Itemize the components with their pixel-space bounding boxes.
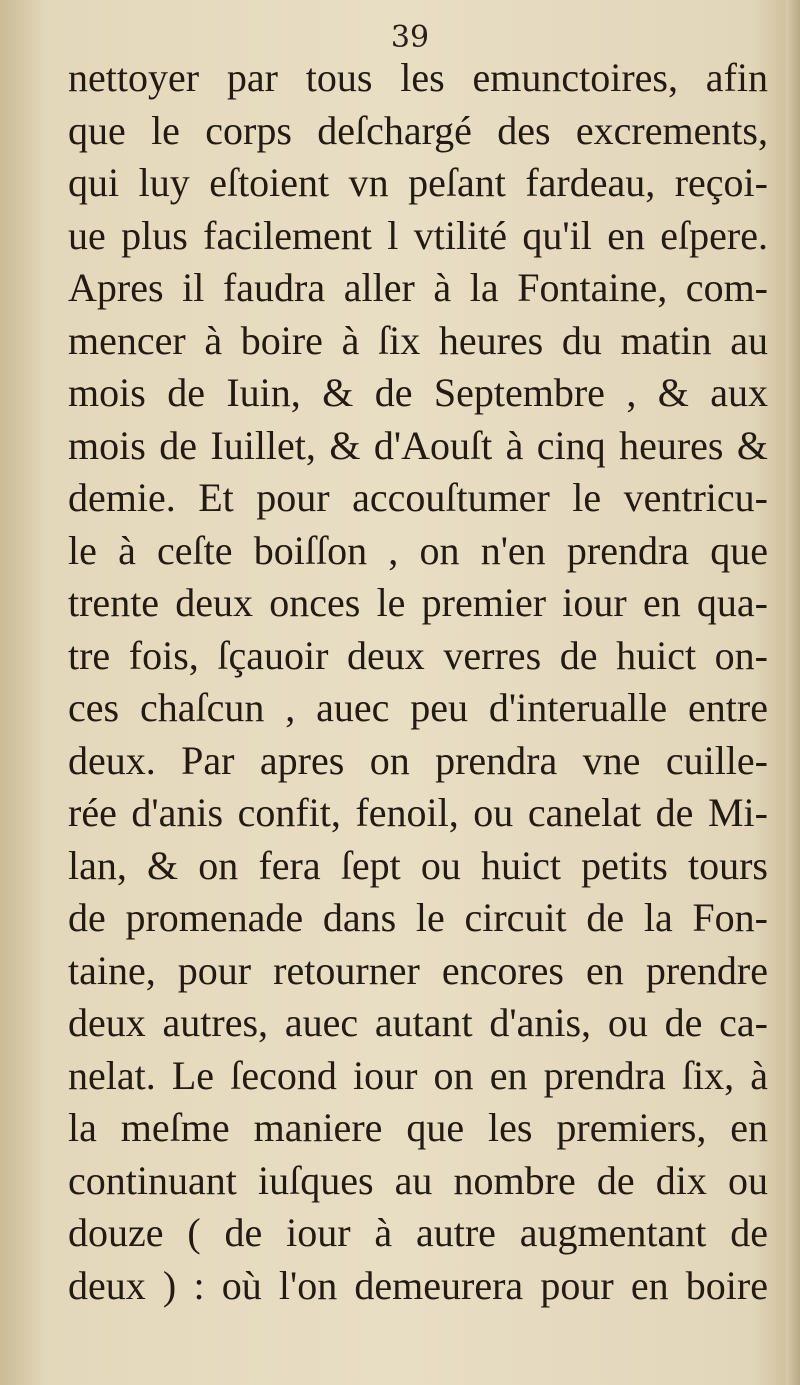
text-line: nettoyer par tous les emunctoires, afin bbox=[68, 55, 768, 100]
text-line: continuant iuſques au nombre de dix ou bbox=[68, 1157, 768, 1203]
text-line: rée d'anis confit, fenoil, ou canelat de Mi- bbox=[68, 790, 768, 835]
text-line: deux autres, auec autant d'anis, ou de ca- bbox=[68, 1000, 768, 1045]
text-line: ue plus facilement l vtilité qu'il en eſpere. bbox=[68, 212, 768, 258]
text-line: deux ) : où l'on demeurera pour en boire bbox=[68, 1262, 768, 1308]
text-line: nelat. Le ſecond iour on en prendra ſix, à bbox=[68, 1052, 768, 1098]
text-line: ces chaſcun , auec peu d'interualle entre bbox=[68, 685, 768, 730]
text-line: que le corps deſchargé des excrements, bbox=[68, 107, 768, 153]
text-line: tre fois, ſçauoir deux verres de huict on- bbox=[68, 632, 768, 678]
text-line: taine, pour retourner encores en prendre bbox=[68, 947, 768, 993]
page-edge-shadow bbox=[786, 0, 800, 1385]
text-line: qui luy eſtoient vn peſant fardeau, reçoi- bbox=[68, 160, 768, 205]
text-line: trente deux onces le premier iour en qua- bbox=[68, 580, 768, 625]
text-line: Apres il faudra aller à la Fontaine, com- bbox=[68, 265, 768, 310]
text-line: demie. Et pour accouſtumer le ventricu- bbox=[68, 475, 768, 520]
text-line: mencer à boire à ſix heures du matin au bbox=[68, 317, 768, 363]
text-line: le à ceſte boiſſon , on n'en prendra que bbox=[68, 527, 768, 573]
text-line: mois de Iuin, & de Septembre , & aux bbox=[68, 370, 768, 415]
text-line: de promenade dans le circuit de la Fon- bbox=[68, 895, 768, 940]
text-line: la meſme maniere que les premiers, en bbox=[68, 1105, 768, 1150]
text-line: douze ( de iour à autre augmentant de bbox=[68, 1210, 768, 1255]
text-line: mois de Iuillet, & d'Aouſt à cinq heures & bbox=[68, 422, 768, 468]
page-number: 39 bbox=[390, 20, 430, 55]
text-block bbox=[68, 52, 768, 1312]
text-line: deux. Par apres on prendra vne cuille- bbox=[68, 737, 768, 783]
text-line: lan, & on fera ſept ou huict petits tours bbox=[68, 842, 768, 888]
